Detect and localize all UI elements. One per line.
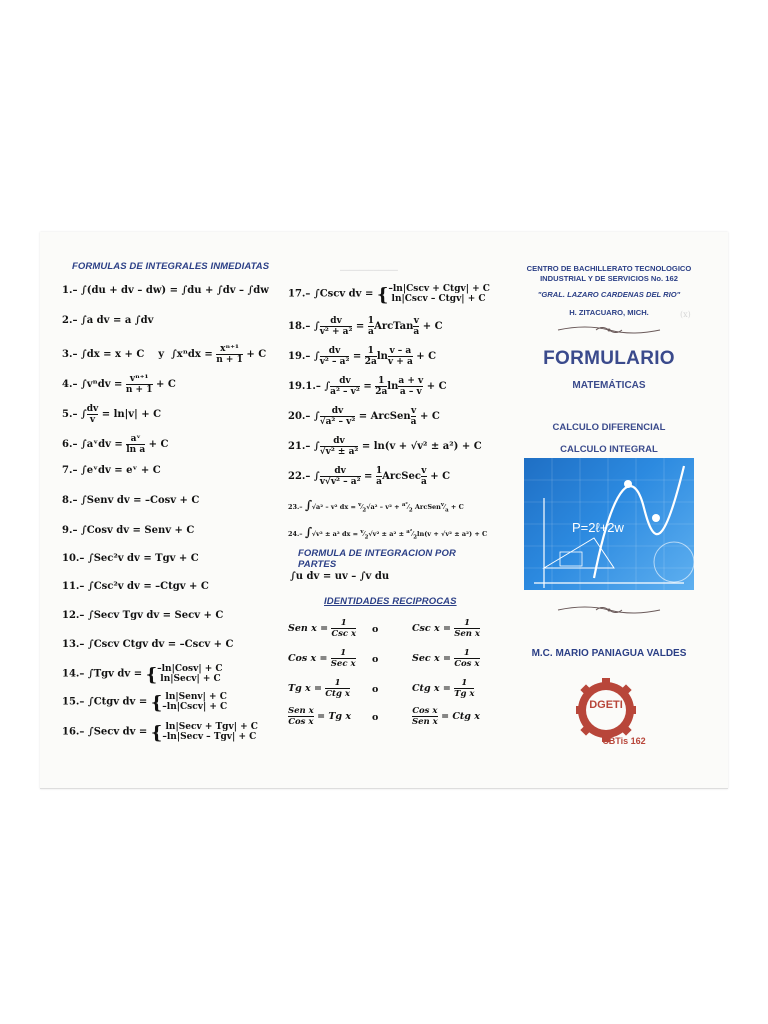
identity-row-1: Sen x = 1 Csc x — [288, 618, 357, 639]
formula-10: 10.– ∫Sec²v dv = Tgv + C — [62, 553, 199, 564]
identity-or: o — [372, 654, 379, 665]
formula-2: 2.– ∫a dv = a ∫dv — [62, 315, 154, 326]
identity-or: o — [372, 684, 379, 695]
bleed-through-text: (x) — [680, 310, 691, 319]
parts-heading: FORMULA DE INTEGRACION POR PARTES — [298, 548, 456, 570]
topic-differential: CALCULO DIFERENCIAL — [552, 422, 666, 433]
logo-letters: DGETI — [589, 699, 623, 711]
formula-16: 16.– ∫Secv dv = { ln|Secv + Tgv| + C –ln|Secv – Tgv| + C — [62, 722, 258, 744]
identity-or: o — [372, 712, 379, 723]
formula-13: 13.– ∫Cscv Ctgv dv = –Cscv + C — [62, 639, 234, 650]
math-graph-illustration — [524, 458, 694, 590]
formula-15: 15.– ∫Ctgv dv = { ln|Senv| + C –ln|Cscv| + C — [62, 692, 228, 714]
identity-row-4-right: Cos x Sen x = Ctg x — [412, 706, 480, 727]
brochure-sheet — [40, 232, 728, 789]
school-line-2: INDUSTRIAL Y DE SERVICIOS No. 162 — [540, 274, 678, 283]
school-name: "GRAL. LAZARO CARDENAS DEL RIO" — [537, 290, 681, 299]
formula-22: 22.– ∫ $\frac{dv}{\text{v√v² – a²}}$ = $\frac{1}{a}$ ArcSec $\frac{v}{a}$ + C — [288, 466, 451, 487]
formula-5: 5.– ∫ $\frac{dv}{v}$ = ln|v| + C — [62, 404, 162, 425]
formula-18: 18.– ∫ $\frac{dv}{\text{v² + a²}}$ = $\frac{1}{a}$ ArcTan $\frac{v}{a}$ + C — [288, 316, 443, 337]
identity-row-1-right: Csc x = 1 Sen x — [412, 618, 481, 639]
formula-1: 1.– ∫(du + dv – dw) = ∫du + ∫dv – ∫dw — [62, 285, 269, 296]
identity-or: o — [372, 624, 379, 635]
integrals-heading: FORMULAS DE INTEGRALES INMEDIATAS — [72, 261, 270, 272]
formula-17: 17.– ∫Cscv dv = {–ln|Cscv + Ctgv| + C ln|Cscv – Ctgv| + C — [288, 284, 490, 306]
cover-column — [498, 232, 720, 788]
formula-11: 11.– ∫Csc²v dv = –Ctgv + C — [62, 581, 209, 592]
integrals-column — [62, 232, 280, 788]
identities-heading: IDENTIDADES RECIPROCAS — [324, 596, 457, 607]
identity-row-2-right: Sec x = 1 Cos x — [412, 648, 480, 669]
identity-row-3: Tg x = 1 Ctg x — [288, 678, 350, 699]
formula-9: 9.– ∫Cosv dv = Senv + C — [62, 525, 195, 536]
cover-illustration — [524, 458, 694, 590]
ornament-divider — [556, 604, 662, 616]
parts-formula: ∫u dv = uv – ∫v du — [290, 571, 390, 582]
formula-6: 6.– ∫aᵛdv = $\frac{\text{aᵛ}}{\text{ln a}}$ + C — [62, 434, 169, 455]
cover-formula-text: P=2ℓ+2w — [572, 520, 624, 535]
bleed-through-text: ──────────── — [340, 266, 398, 275]
formulario-title: FORMULARIO — [543, 348, 675, 369]
subject: MATEMÁTICAS — [572, 380, 646, 391]
formula-21: 21.– ∫ $\frac{dv}{\text{√v² ± a²}}$ = ln(v + √v² ± a²) + C — [288, 436, 482, 457]
school-line-1: CENTRO DE BACHILLERATO TECNOLOGICO — [526, 264, 692, 273]
integrals-column-2 — [288, 232, 488, 788]
identity-row-3-right: Ctg x = $\frac{1}{\text{Tg x}}$ — [412, 678, 475, 699]
formula-24: 24.– ∫√v² ± a² dx = $^v⁄_2√v^2 \pm a^2$ ± $^{a^2}⁄_2\ln(v + √v^2 \pm a^2) + C$ — [288, 525, 488, 541]
formula-7: 7.– ∫eᵛdv = eᵛ + C — [62, 465, 161, 476]
formula-3: 3.– ∫dx = x + C y ∫xⁿdx = $\frac{\text{xⁿ⁺¹}}{n + 1}$ + C — [62, 344, 267, 365]
formula-4: 4.– ∫vⁿdv = $\frac{\text{vⁿ⁺¹}}{n + 1}$ + C — [62, 374, 176, 395]
dgeti-logo — [564, 678, 660, 748]
formula-19: 19.– ∫ $\frac{dv}{\text{v² – a²}}$ = $\frac{1}{2a}$ ln $\frac{v - a}{v + a}$ + C — [288, 346, 437, 367]
ornament-divider — [556, 324, 662, 336]
author-name: M.C. MARIO PANIAGUA VALDES — [531, 648, 687, 659]
topic-integral: CALCULO INTEGRAL — [560, 444, 658, 455]
identity-row-2: Cos x = 1 Sec x — [288, 648, 356, 669]
formula-23: 23.– ∫√a² – v² dx = $^v⁄_2√a^2 - v^2$ + $^{a^2}⁄_2$ $ArcSen^v⁄_a + C$ — [288, 498, 464, 514]
formula-20: 20.– ∫ $\frac{dv}{\text{√a² – v²}}$ = ArcSen $\frac{v}{a}$ + C — [288, 406, 440, 427]
formula-14: 14.– ∫Tgv dv = {–ln|Cosv| + C ln|Secv| + C — [62, 664, 223, 686]
identity-row-4: Sen x Cos x = Tg x — [288, 706, 352, 727]
formula-12: 12.– ∫Secv Tgv dv = Secv + C — [62, 610, 224, 621]
formula-8: 8.– ∫Senv dv = –Cosv + C — [62, 495, 200, 506]
city: H. ZITACUARO, MICH. — [569, 308, 649, 317]
logo-caption: CBTis 162 — [602, 736, 646, 746]
formula-19-1: 19.1.– ∫ $\frac{dv}{\text{a² – v²}}$ = $\frac{1}{2a}$ ln $\frac{a + v}{a - v}$ + C — [288, 376, 447, 397]
